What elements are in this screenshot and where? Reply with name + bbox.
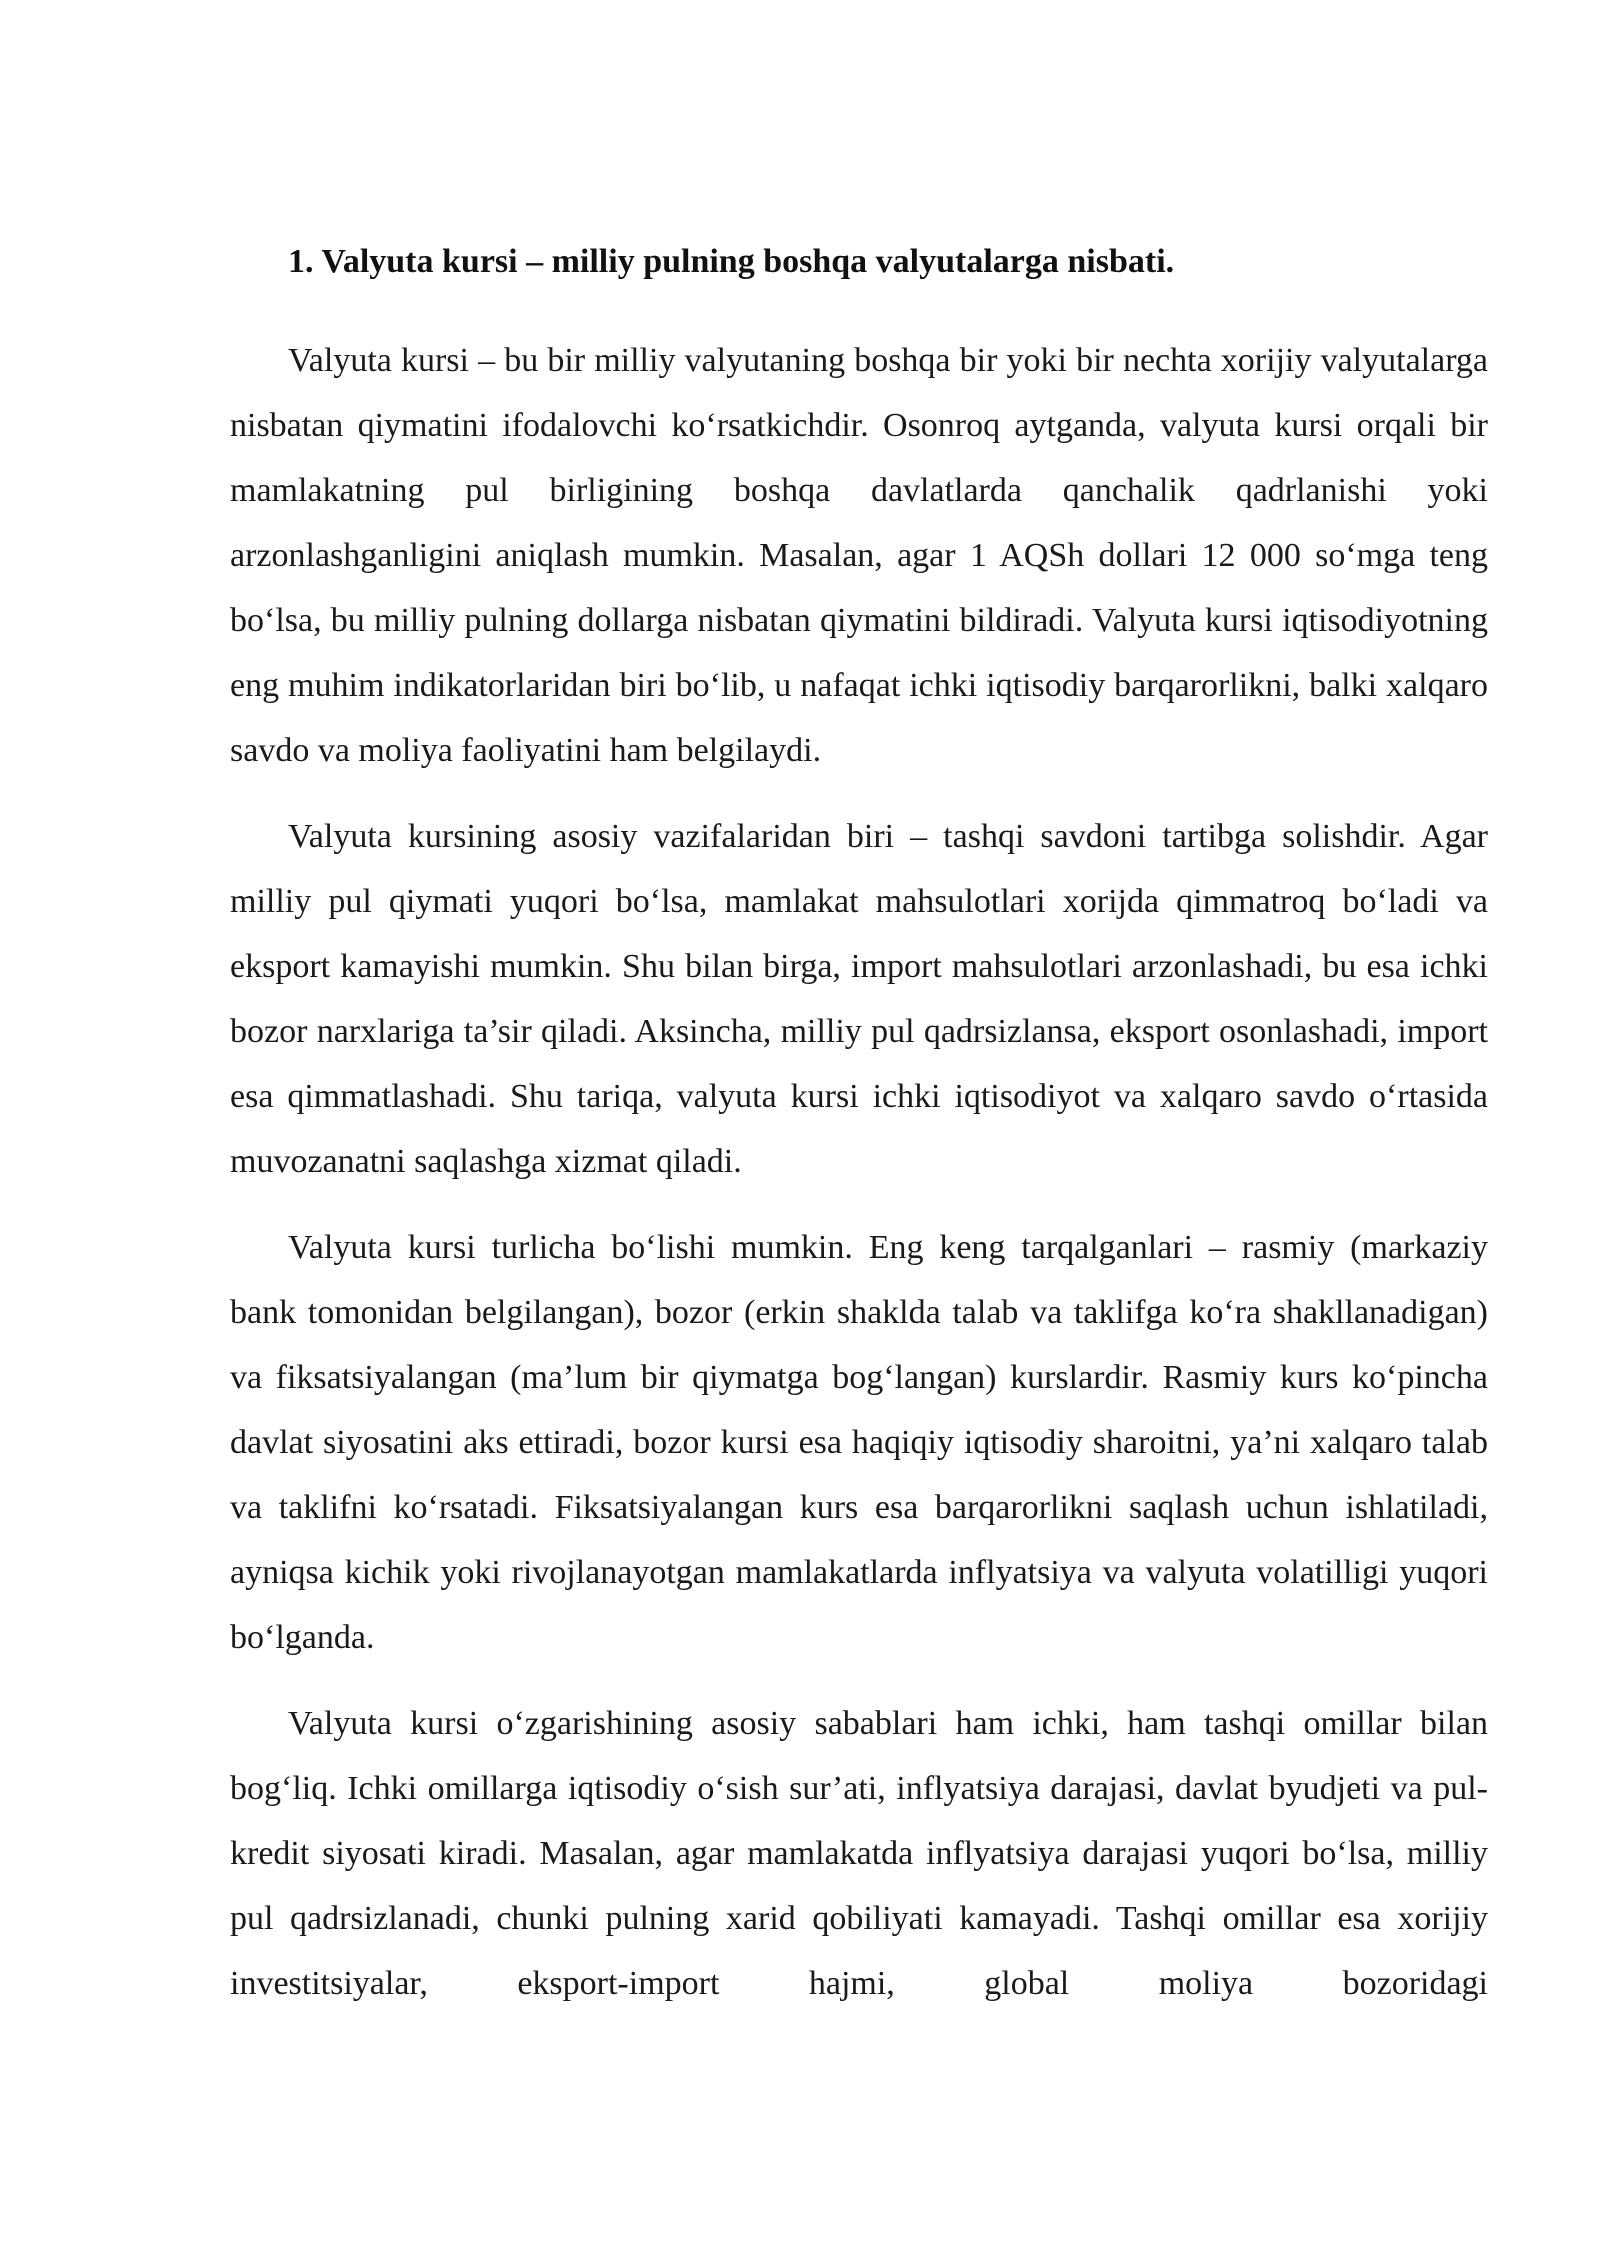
paragraph-types: Valyuta kursi turlicha bo‘lishi mumkin. Eng keng tarqalganlari – rasmiy (markaziy bank tomonidan belgilangan), bozor (erkin shaklda talab va taklifga ko‘ra shakllanadigan) va fiksatsiyalangan (ma’lum bir qiymatga bog‘langan) kurslardir. Rasmiy kurs ko‘pincha davlat siyosatini aks ettiradi, bozor kursi esa haqiqiy iqtisodiy sharoitni, ya’ni xalqaro talab va taklifni ko‘rsatadi. Fiksatsiyalangan kurs esa barqarorlikni saqlash uchun ishlatiladi, ayniqsa kichik yoki rivojlanayotgan mamlakatlarda inflyatsiya va valyuta volatilligi yuqori bo‘lganda.	[230, 1229, 1488, 1656]
document-page	[230, 236, 1488, 2037]
section-heading: 1. Valyuta kursi – milliy pulning boshqa valyutalarga nisbati.	[288, 243, 1175, 280]
paragraph-causes: Valyuta kursi o‘zgarishining asosiy sabablari ham ichki, ham tashqi omillar bilan bog‘liq. Ichki omillarga iqtisodiy o‘sish sur’ati, inflyatsiya darajasi, davlat byudjeti va pul-kredit siyosati kiradi. Masalan, agar mamlakatda inflyatsiya darajasi yuqori bo‘lsa, milliy pul qadrsizlanadi, chunki pulning xarid qobiliyati kamayadi. Tashqi omillar esa xorijiy investitsiyalar, eksport-import hajmi, global moliya bozoridagi	[230, 1705, 1488, 2002]
paragraph-definition: Valyuta kursi – bu bir milliy valyutaning boshqa bir yoki bir nechta xorijiy valyutalarga nisbatan qiymatini ifodalovchi ko‘rsatkichdir. Osonroq aytganda, valyuta kursi orqali bir mamlakatning pul birligining boshqa davlatlarda qanchalik qadrlanishi yoki arzonlashganligini aniqlash mumkin. Masalan, agar 1 AQSh dollari 12 000 so‘mga teng bo‘lsa, bu milliy pulning dollarga nisbatan qiymatini bildiradi. Valyuta kursi iqtisodiyotning eng muhim indikatorlaridan biri bo‘lib, u nafaqat ichki iqtisodiy barqarorlikni, balki xalqaro savdo va moliya faoliyatini ham belgilaydi.	[230, 342, 1488, 769]
paragraph-functions: Valyuta kursining asosiy vazifalaridan biri – tashqi savdoni tartibga solishdir. Agar milliy pul qiymati yuqori bo‘lsa, mamlakat mahsulotlari xorijda qimmatroq bo‘ladi va eksport kamayishi mumkin. Shu bilan birga, import mahsulotlari arzonlashadi, bu esa ichki bozor narxlariga ta’sir qiladi. Aksincha, milliy pul qadrsizlansa, eksport osonlashadi, import esa qimmatlashadi. Shu tariqa, valyuta kursi ichki iqtisodiyot va xalqaro savdo o‘rtasida muvozanatni saqlashga xizmat qiladi.	[230, 818, 1488, 1180]
